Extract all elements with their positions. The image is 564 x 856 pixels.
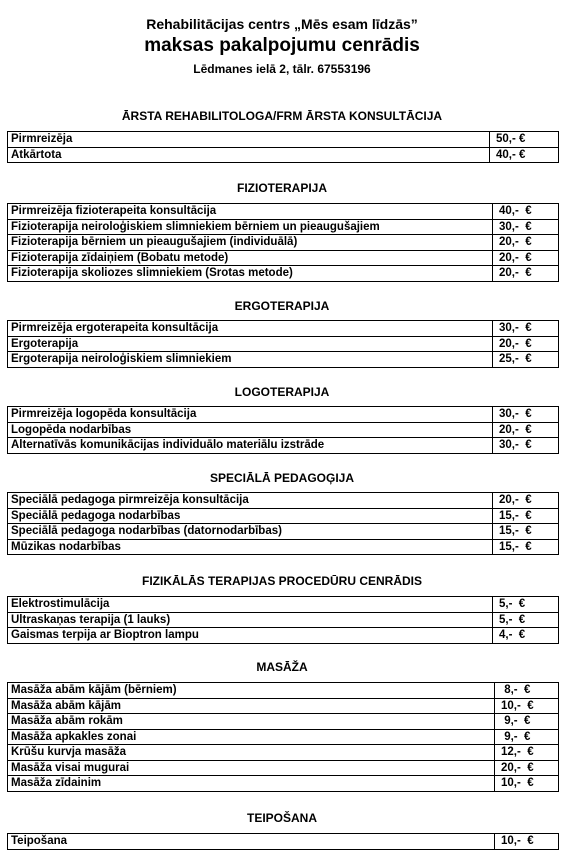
service-price: 20,- € bbox=[493, 422, 559, 438]
section-title: TEIPOŠANA bbox=[246, 811, 317, 825]
service-name: Fizioterapija bērniem un pieaugušajiem (individuālā) bbox=[8, 235, 493, 251]
clinic-address: Lēdmanes ielā 2, tālr. 67553196 bbox=[193, 62, 371, 76]
service-price: 40,- € bbox=[490, 147, 559, 163]
price-table bbox=[7, 833, 559, 850]
table-row bbox=[8, 729, 559, 745]
service-price: 20,- € bbox=[493, 266, 559, 282]
price-table bbox=[7, 682, 559, 792]
price-table bbox=[7, 596, 559, 644]
service-name: Masāža zīdainim bbox=[8, 776, 495, 792]
table-row bbox=[8, 250, 559, 266]
price-table bbox=[7, 406, 559, 454]
section-title: FIZIKĀLĀS TERAPIJAS PROCEDŪRU CENRĀDIS bbox=[141, 574, 423, 588]
table-row bbox=[8, 612, 559, 628]
service-name: Elektrostimulācija bbox=[8, 597, 493, 613]
service-price: 9,- € bbox=[495, 729, 559, 745]
table-row bbox=[8, 336, 559, 352]
section-title: FIZIOTERAPIJA bbox=[236, 181, 327, 195]
table-row bbox=[8, 524, 559, 540]
service-price: 40,- € bbox=[493, 204, 559, 220]
section-title: ERGOTERAPIJA bbox=[234, 299, 330, 313]
service-name: Masāža abām kājām bbox=[8, 698, 495, 714]
service-price: 30,- € bbox=[493, 438, 559, 454]
service-name: Ergoterapija neiroloģiskiem slimniekiem bbox=[8, 352, 493, 368]
service-name: Ergoterapija bbox=[8, 336, 493, 352]
service-price: 20,- € bbox=[493, 336, 559, 352]
service-price: 30,- € bbox=[493, 407, 559, 423]
service-price: 20,- € bbox=[493, 250, 559, 266]
table-row bbox=[8, 760, 559, 776]
table-row bbox=[8, 508, 559, 524]
service-price: 30,- € bbox=[493, 321, 559, 337]
service-price: 8,- € bbox=[495, 683, 559, 699]
table-row bbox=[8, 219, 559, 235]
table-row bbox=[8, 493, 559, 509]
price-table bbox=[7, 131, 559, 163]
service-name: Fizioterapija skoliozes slimniekiem (Srotas metode) bbox=[8, 266, 493, 282]
service-name: Fizioterapija neiroloģiskiem slimniekiem bērniem un pieaugušajiem bbox=[8, 219, 493, 235]
service-name: Fizioterapija zīdaiņiem (Bobatu metode) bbox=[8, 250, 493, 266]
service-price: 12,- € bbox=[495, 745, 559, 761]
service-name: Alternatīvās komunikācijas individuālo materiālu izstrāde bbox=[8, 438, 493, 454]
section-title: ĀRSTA REHABILITOLOGA/FRM ĀRSTA KONSULTĀCIJA bbox=[121, 109, 443, 123]
service-price: 10,- € bbox=[495, 776, 559, 792]
service-name: Pirmreizēja ergoterapeita konsultācija bbox=[8, 321, 493, 337]
service-name: Logopēda nodarbības bbox=[8, 422, 493, 438]
table-row bbox=[8, 714, 559, 730]
service-price: 20,- € bbox=[493, 235, 559, 251]
table-row bbox=[8, 597, 559, 613]
section-title: MASĀŽA bbox=[256, 660, 308, 674]
table-row bbox=[8, 204, 559, 220]
service-name: Masāža abām rokām bbox=[8, 714, 495, 730]
service-name: Masāža abām kājām (bērniem) bbox=[8, 683, 495, 699]
service-price: 9,- € bbox=[495, 714, 559, 730]
clinic-name: Rehabilitācijas centrs „Mēs esam līdzās” bbox=[146, 16, 418, 32]
table-row bbox=[8, 698, 559, 714]
service-name: Speciālā pedagoga nodarbības (datornodarbības) bbox=[8, 524, 493, 540]
service-price: 4,- € bbox=[493, 628, 559, 644]
table-row bbox=[8, 266, 559, 282]
service-name: Atkārtota bbox=[8, 147, 490, 163]
table-row bbox=[8, 147, 559, 163]
service-name: Teipošana bbox=[8, 834, 495, 850]
service-price: 15,- € bbox=[493, 524, 559, 540]
table-row bbox=[8, 235, 559, 251]
section-title: LOGOTERAPIJA bbox=[234, 385, 330, 399]
table-row bbox=[8, 834, 559, 850]
table-row bbox=[8, 422, 559, 438]
service-name: Gaismas terpija ar Bioptron lampu bbox=[8, 628, 493, 644]
table-row bbox=[8, 539, 559, 555]
price-table bbox=[7, 203, 559, 282]
service-name: Pirmreizēja bbox=[8, 132, 490, 148]
service-price: 50,- € bbox=[490, 132, 559, 148]
table-row bbox=[8, 321, 559, 337]
section-title: SPECIĀLĀ PEDAGOĢIJA bbox=[209, 471, 355, 485]
service-name: Pirmreizēja logopēda konsultācija bbox=[8, 407, 493, 423]
service-name: Masāža visai mugurai bbox=[8, 760, 495, 776]
service-name: Ultraskaņas terapija (1 lauks) bbox=[8, 612, 493, 628]
service-price: 25,- € bbox=[493, 352, 559, 368]
service-price: 10,- € bbox=[495, 834, 559, 850]
service-price: 15,- € bbox=[493, 539, 559, 555]
service-name: Masāža apkakles zonai bbox=[8, 729, 495, 745]
table-row bbox=[8, 352, 559, 368]
table-row bbox=[8, 407, 559, 423]
table-row bbox=[8, 132, 559, 148]
service-name: Speciālā pedagoga pirmreizēja konsultācija bbox=[8, 493, 493, 509]
document-title: maksas pakalpojumu cenrādis bbox=[144, 35, 420, 56]
service-name: Speciālā pedagoga nodarbības bbox=[8, 508, 493, 524]
price-table bbox=[7, 492, 559, 555]
table-row bbox=[8, 745, 559, 761]
service-price: 20,- € bbox=[495, 760, 559, 776]
service-price: 30,- € bbox=[493, 219, 559, 235]
service-name: Mūzikas nodarbības bbox=[8, 539, 493, 555]
table-row bbox=[8, 776, 559, 792]
table-row bbox=[8, 683, 559, 699]
service-price: 15,- € bbox=[493, 508, 559, 524]
service-price: 5,- € bbox=[493, 597, 559, 613]
service-price: 10,- € bbox=[495, 698, 559, 714]
table-row bbox=[8, 438, 559, 454]
service-name: Krūšu kurvja masāža bbox=[8, 745, 495, 761]
service-price: 5,- € bbox=[493, 612, 559, 628]
service-price: 20,- € bbox=[493, 493, 559, 509]
service-name: Pirmreizēja fizioterapeita konsultācija bbox=[8, 204, 493, 220]
price-table bbox=[7, 320, 559, 368]
table-row bbox=[8, 628, 559, 644]
